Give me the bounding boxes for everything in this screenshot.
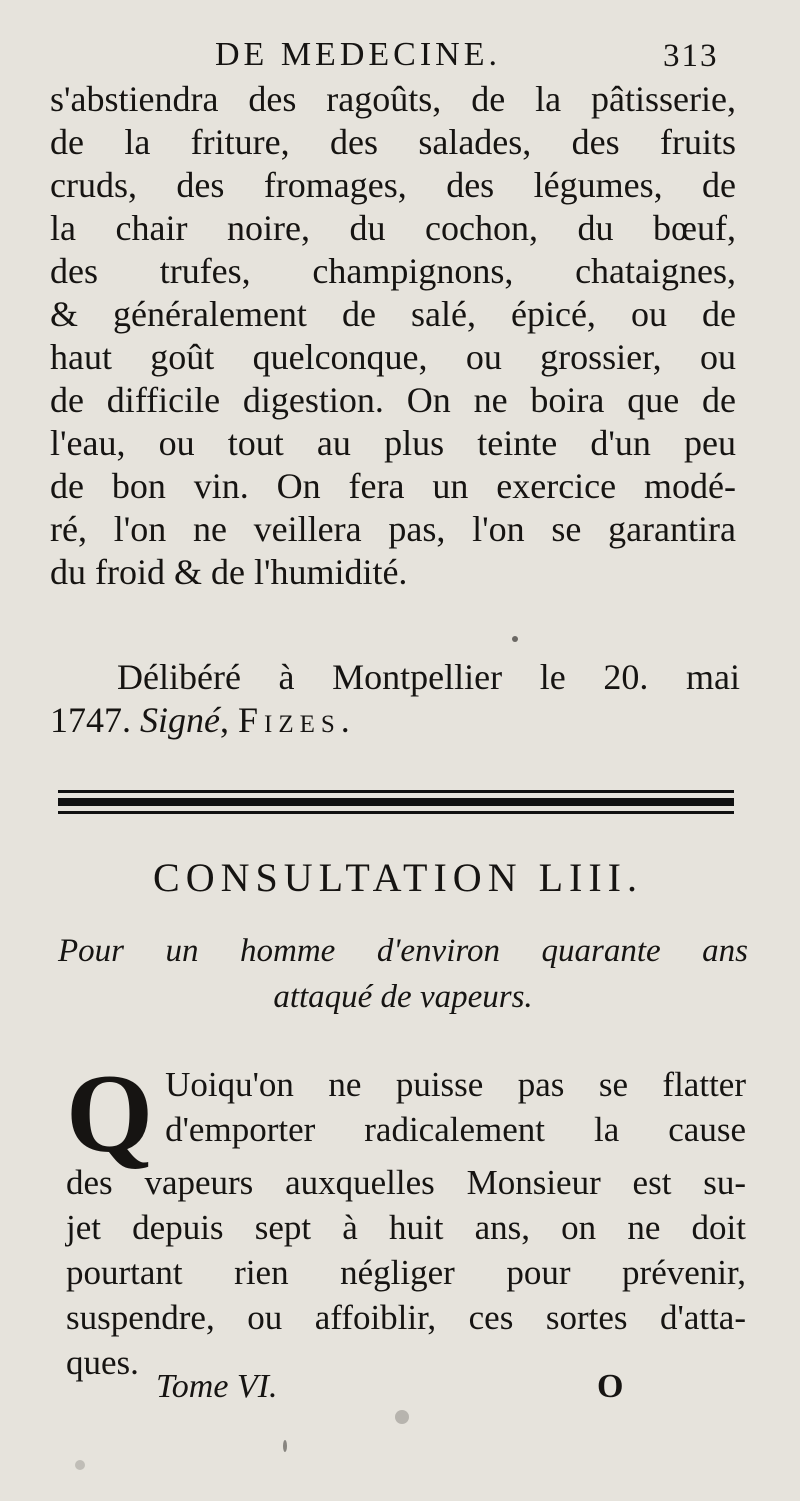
- paper-speck: [283, 1440, 287, 1452]
- subtitle-line: attaqué de vapeurs.: [273, 979, 533, 1015]
- text-line: des vapeurs auxquelles Monsieur est su-: [66, 1163, 746, 1202]
- paper-speck: [395, 1410, 409, 1424]
- signature-year: 1747.: [50, 700, 131, 740]
- text-line: & généralement de salé, épicé, ou de: [50, 294, 736, 334]
- section-divider-rule: [58, 790, 734, 814]
- subtitle-line: Pour un homme d'environ quarante ans: [58, 933, 748, 969]
- text-line: de bon vin. On fera un exercice modé-: [50, 466, 736, 506]
- drop-cap: Q: [66, 1052, 154, 1176]
- deliberation-line: Délibéré à Montpellier le 20. mai: [117, 657, 740, 697]
- text-line: cruds, des fromages, des légumes, de: [50, 165, 736, 205]
- volume-label: Tome VI.: [156, 1368, 278, 1405]
- deliberation-signature: [50, 656, 740, 742]
- text-line: la chair noire, du cochon, du bœuf,: [50, 208, 736, 248]
- running-head: DE MEDECINE.: [215, 36, 501, 73]
- consultation-paragraph: [66, 1052, 746, 1385]
- paragraph-continued: [50, 78, 736, 594]
- text-line: de difficile digestion. On ne boira que de: [50, 380, 736, 420]
- paper-speck: [512, 636, 518, 642]
- text-line: des trufes, champignons, chataignes,: [50, 251, 736, 291]
- text-line: ré, l'on ne veillera pas, l'on se garantira: [50, 509, 736, 549]
- text-line: de la friture, des salades, des fruits: [50, 122, 736, 162]
- text-line: du froid & de l'humidité.: [50, 552, 408, 592]
- text-line: haut goût quelconque, ou grossier, ou: [50, 337, 736, 377]
- paper-speck: [75, 1460, 85, 1470]
- consultation-heading: CONSULTATION LIII.: [153, 855, 643, 900]
- text-line: ques.: [66, 1343, 139, 1382]
- text-line: l'eau, ou tout au plus teinte d'un peu: [50, 423, 736, 463]
- signed-line: 1747. Signé, Fizes.: [50, 700, 356, 740]
- page-number: 313: [663, 38, 719, 74]
- consultation-subtitle: [58, 928, 748, 1020]
- signature-mark: O: [597, 1368, 624, 1405]
- text-line: pourtant rien négliger pour prévenir,: [66, 1253, 746, 1292]
- text-line: s'abstiendra des ragoûts, de la pâtisserie,: [50, 79, 736, 119]
- text-line: Uoiqu'on ne puisse pas se flatter: [165, 1065, 746, 1104]
- text-line: jet depuis sept à huit ans, on ne doit: [66, 1208, 746, 1247]
- signed-label: Signé: [140, 700, 220, 740]
- page-header: [0, 28, 800, 78]
- signatory-name: Fizes.: [237, 700, 356, 740]
- text-line: d'emporter radicalement la cause: [165, 1110, 746, 1149]
- text-line: suspendre, ou affoiblir, ces sortes d'atta-: [66, 1298, 746, 1337]
